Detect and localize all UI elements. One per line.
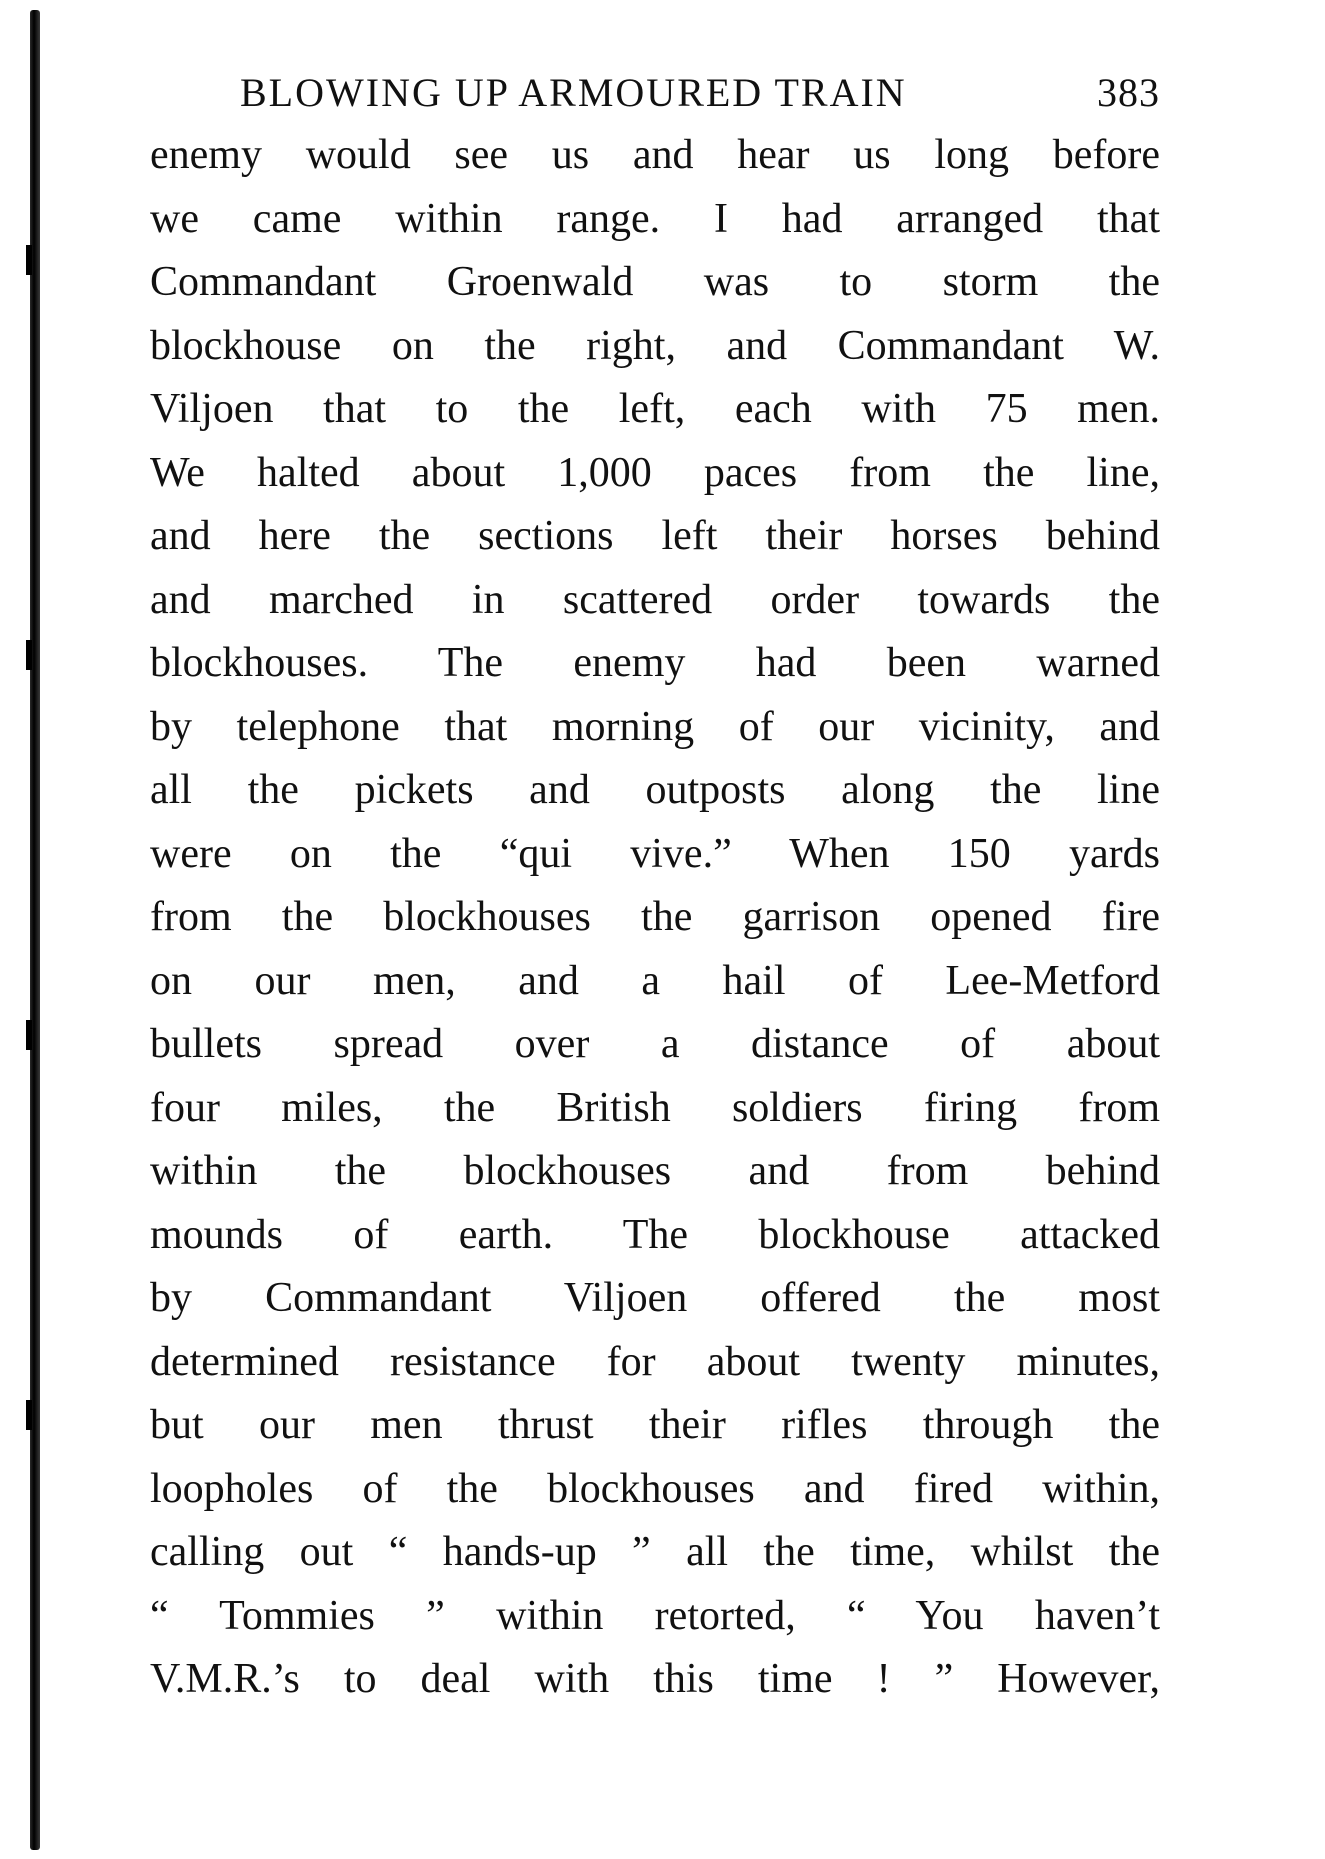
binding-notch	[26, 245, 32, 275]
binding-notch	[26, 1400, 32, 1430]
binding-edge	[30, 10, 40, 1850]
text-line: within the blockhouses and from behind	[150, 1148, 1160, 1194]
text-line: and marched in scattered order towards the	[150, 576, 1160, 623]
text-line: V.M.R.’s to deal with this time ! ” However,	[150, 1656, 1160, 1702]
page-number: 383	[1097, 69, 1160, 115]
text-line: by Commandant Viljoen offered the most	[150, 1275, 1160, 1321]
text-line: blockhouse on the right, and Commandant W.	[150, 322, 1160, 369]
binding-notch	[26, 1020, 32, 1050]
text-line: We halted about 1,000 paces from the line,	[150, 449, 1160, 496]
text-line: mounds of earth. The blockhouse attacked	[150, 1211, 1160, 1258]
running-title: BLOWING UP ARMOURED TRAIN	[240, 69, 907, 115]
text-line: “ Tommies ” within retorted, “ You haven’t	[150, 1592, 1160, 1639]
text-line: bullets spread over a distance of about	[150, 1021, 1160, 1067]
text-line: from the blockhouses the garrison opened fire	[150, 894, 1160, 940]
text-line: four miles, the British soldiers firing from	[150, 1084, 1160, 1131]
text-line: and here the sections left their horses behind	[150, 513, 1160, 559]
text-line: blockhouses. The enemy had been warned	[150, 640, 1160, 686]
text-line: enemy would see us and hear us long before	[150, 132, 1160, 178]
running-header	[240, 62, 1160, 122]
text-line: determined resistance for about twenty minutes,	[150, 1338, 1160, 1385]
text-line: but our men thrust their rifles through the	[150, 1402, 1160, 1448]
body-text	[150, 124, 1160, 1712]
text-line: all the pickets and outposts along the line	[150, 767, 1160, 813]
text-line: calling out “ hands-up ” all the time, whilst the	[150, 1529, 1160, 1575]
text-line: loopholes of the blockhouses and fired within,	[150, 1465, 1160, 1512]
text-line: were on the “qui vive.” When 150 yards	[150, 830, 1160, 877]
text-line: Viljoen that to the left, each with 75 men.	[150, 386, 1160, 432]
text-line: Commandant Groenwald was to storm the	[150, 259, 1160, 305]
binding-notch	[26, 640, 32, 670]
text-line: we came within range. I had arranged that	[150, 195, 1160, 242]
text-line: on our men, and a hail of Lee-Metford	[150, 957, 1160, 1004]
text-line: by telephone that morning of our vicinity, and	[150, 703, 1160, 750]
